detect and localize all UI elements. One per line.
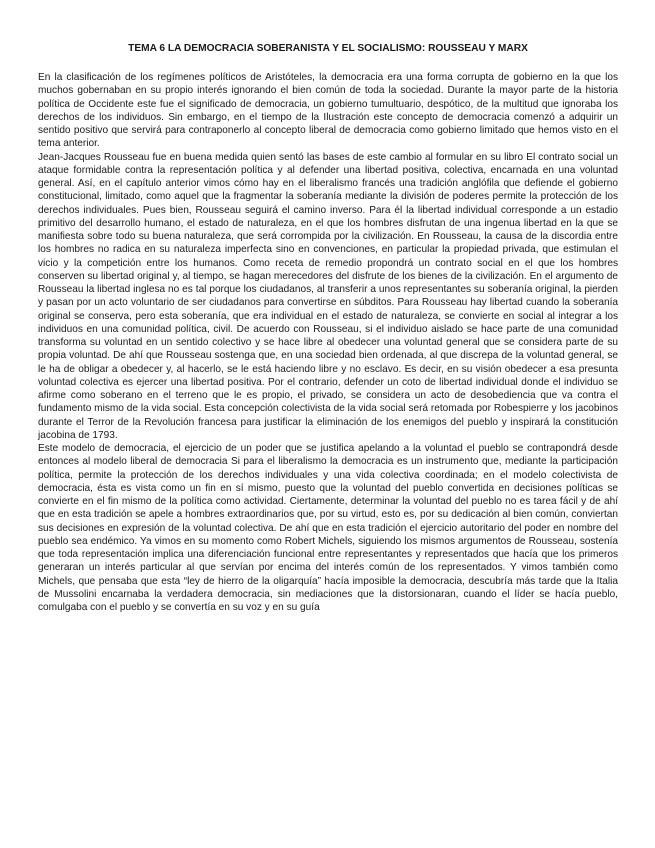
paragraph-democracy-model: Este modelo de democracia, el ejercicio de un poder que se justifica apelando a la voluntad el pueblo se contrapondrá desde entonces al modelo liberal de democracia Si para el liberalismo la democracia es un instrumento que, mediante la participación política, permite la protección de los derechos individuales y una vida colectiva coordinada; en el modelo colectivista de democracia, ésta es vista como un fin en sí mismo, puesto que la voluntad del pueblo convertida en decisiones políticas se convierte en el fin mismo de la política como actividad. Ciertamente, determinar la voluntad del pueblo no es tarea fácil y de ahí que en esta tradición se apele a hombres extraordinarios que, por su virtud, esto es, por su dedicación al bien común, conviertan sus decisiones en expresión de la voluntad colectiva. De ahí que en esta tradición el ejercicio autoritario del poder en nombre del pueblo sea endémico. Ya vimos en su momento como Robert Michels, siguiendo los mismos argumentos de Rousseau, sostenía que toda representación implica una diferenciación funcional entre representantes y representados que hacía que los primeros generaran un interés particular al que servían por encima del interés común de los representados. Y vimos también como Michels, que pensaba que esta “ley de hierro de la oligarquía” hacía imposible la democracia, descubría más tarde que la Italia de Mussolini encarnaba la verdadera democracia, sin mediaciones que la distorsionaran, cuando el líder se hacía pueblo, comulgaba con el pueblo y se convertía en su voz y en su guía [38,443,618,613]
document-title: TEMA 6 LA DEMOCRACIA SOBERANISTA Y EL SOCIALISMO: ROUSSEAU Y MARX [128,43,528,54]
paragraph-rousseau: Jean-Jacques Rousseau fue en buena medida quien sentó las bases de este cambio al formular en su libro El contrato social un ataque formidable contra la representación política y al defender una libertad positiva, colectiva, encarnada en una voluntad general. Así, en el capítulo anterior vimos cómo hay en el liberalismo francés una tradición anglófila que defiende el gobierno constitucional, limitado, como aquel que la fragmentar la soberanía mediante la división de poderes permite la protección de los derechos individuales. Pues bien, Rousseau seguirá el camino inverso. Para él la libertad individual corresponde a un estadio primitivo del desarrollo humano, el estado de naturaleza, en el que los hombres disfrutan de una ingenua libertad en la que se manifiesta sobre todo su buena naturaleza, que será corrompida por la civilización. En Rousseau, la causa de la discordia entre los hombres no radica en su naturaleza imperfecta sino en convenciones, en particular la propiedad privada, que estimulan el vicio y la competición entre los humanos. Como receta de remedio propondrá un contrato social en el que los hombres conserven su libertad original y, al tiempo, se hagan merecedores del disfrute de los bienes de la civilización. En el argumento de Rousseau la libertad inglesa no es tal porque los ciudadanos, al transferir a unos representantes su soberanía original, la pierden y pasan por un acto voluntario de ser ciudadanos para convertirse en súbditos. Para Rousseau hay libertad cuando la soberanía original se conserva, pero esta soberanía, que era individual en el estado de naturaleza, se convierte en social al integrar a los individuos en una comunidad política, civil. De acuerdo con Rousseau, si el individuo aislado se hace parte de una comunidad transforma su voluntad en un sentido colectivo y se hace libre al obedecer una voluntad general que se considera parte de su propia voluntad. De ahí que Rousseau sostenga que, en una sociedad bien ordenada, al que discrepa de la voluntad general, se le ha de obligar a obedecer y, al hacerlo, se le está haciendo libre y no esclavo. Es decir, en su visión obedecer a esa presunta voluntad colectiva es ejercer una libertad positiva. Por el contrario, defender un coto de libertad individual donde el individuo se afirme como soberano en el terreno que le es propio, el privado, se considera un acto de desobediencia que va contra el fundamento mismo de la vida social. Esta concepción colectivista de la vida social será retomada por Robespierre y los jacobinos durante el Terror de la Revolución francesa para justificar la eliminación de los enemigos del pueblo y inspirará la constitución jacobina de 1793. [38,151,618,441]
paragraph-intro: En la clasificación de los regímenes políticos de Aristóteles, la democracia era una forma corrupta de gobierno en la que los muchos gobernaban en su propio interés ignorando el bien común de toda la sociedad. Durante la mayor parte de la historia política de Occidente este fue el significado de democracia, un gobierno tumultuario, despótico, de la multitud que ignoraba los derechos de los individuos. Sin embargo, en el tiempo de la Ilustración este concepto de democracia comenzó a adquirir un sentido positivo que servirá para contraponerlo al concepto liberal de democracia como gobierno limitado que hemos visto en el tema anterior. [38,72,618,150]
document-page [38,42,618,614]
